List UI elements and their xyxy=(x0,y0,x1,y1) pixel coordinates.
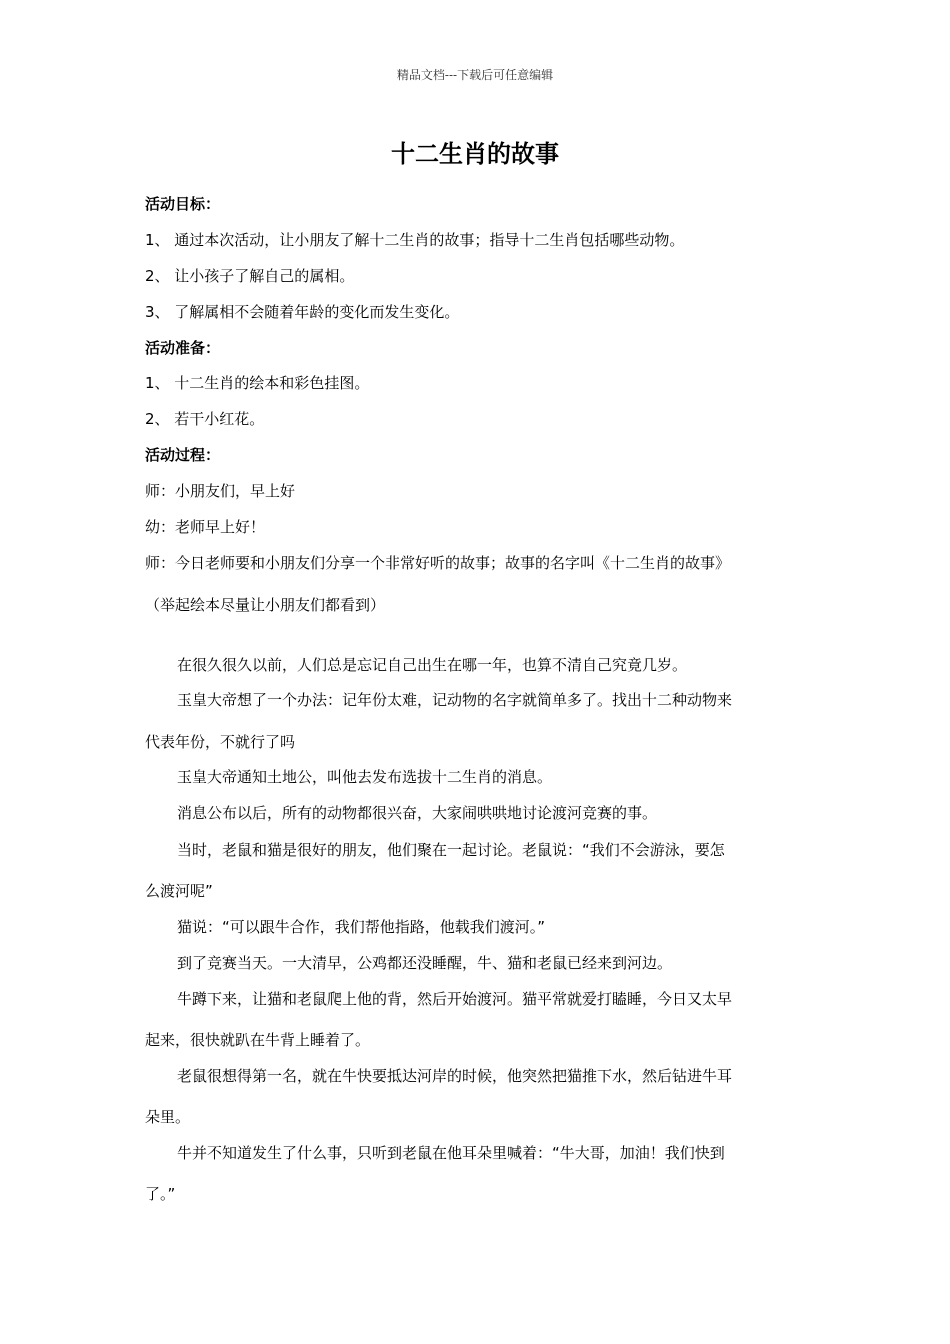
story-paragraph-cont: 代表年份，不就行了吗 xyxy=(145,733,296,751)
story-paragraph-cont: 起来，很快就趴在牛背上睡着了。 xyxy=(145,1031,371,1049)
goal-item: 2、 让小孩子了解自己的属相。 xyxy=(145,267,355,285)
prep-item: 1、 十二生肖的绘本和彩色挂图。 xyxy=(145,374,370,392)
story-paragraph: 牛并不知道发生了什么事，只听到老鼠在他耳朵里喊着：“牛大哥，加油！我们快到 xyxy=(177,1144,725,1162)
prep-heading: 活动准备： xyxy=(145,339,221,357)
story-paragraph: 玉皇大帝通知土地公，叫他去发布选拔十二生肖的消息。 xyxy=(177,768,553,786)
story-paragraph: 到了竞赛当天。一大清早，公鸡都还没睡醒，牛、猫和老鼠已经来到河边。 xyxy=(177,954,673,972)
dialogue-line: 师：今日老师要和小朋友们分享一个非常好听的故事；故事的名字叫《十二生肖的故事》 xyxy=(145,554,731,572)
dialogue-line: 师：小朋友们，早上好 xyxy=(145,482,296,500)
story-paragraph: 猫说：“可以跟牛合作，我们帮他指路，他载我们渡河。” xyxy=(177,918,546,936)
story-paragraph: 消息公布以后，所有的动物都很兴奋，大家闹哄哄地讨论渡河竞赛的事。 xyxy=(177,804,658,822)
goal-item: 1、 通过本次活动，让小朋友了解十二生肖的故事；指导十二生肖包括哪些动物。 xyxy=(145,231,685,249)
dialogue-line: 幼：老师早上好！ xyxy=(145,518,266,536)
goal-item: 3、 了解属相不会随着年龄的变化而发生变化。 xyxy=(145,303,460,321)
story-paragraph: 当时，老鼠和猫是很好的朋友，他们聚在一起讨论。老鼠说：“我们不会游泳，要怎 xyxy=(177,841,725,859)
story-paragraph: 老鼠很想得第一名，就在牛快要抵达河岸的时候，他突然把猫推下水，然后钻进牛耳 xyxy=(177,1067,733,1085)
prep-item: 2、 若干小红花。 xyxy=(145,410,265,428)
page-title: 十二生肖的故事 xyxy=(391,140,559,168)
story-paragraph: 牛蹲下来，让猫和老鼠爬上他的背，然后开始渡河。猫平常就爱打瞌睡，今日又太早 xyxy=(177,990,733,1008)
story-paragraph-cont: 么渡河呢” xyxy=(145,882,213,900)
story-paragraph-cont: 朵里。 xyxy=(145,1108,191,1126)
process-heading: 活动过程： xyxy=(145,446,221,464)
dialogue-line: （举起绘本尽量让小朋友们都看到） xyxy=(145,596,386,614)
page-header: 精品文档---下载后可任意编辑 xyxy=(396,68,554,82)
goals-heading: 活动目标： xyxy=(145,195,221,213)
story-paragraph: 在很久很久以前，人们总是忘记自己出生在哪一年，也算不清自己究竟几岁。 xyxy=(177,656,688,674)
story-paragraph: 玉皇大帝想了一个办法：记年份太难，记动物的名字就简单多了。找出十二种动物来 xyxy=(177,691,733,709)
story-paragraph-cont: 了。” xyxy=(145,1185,176,1203)
